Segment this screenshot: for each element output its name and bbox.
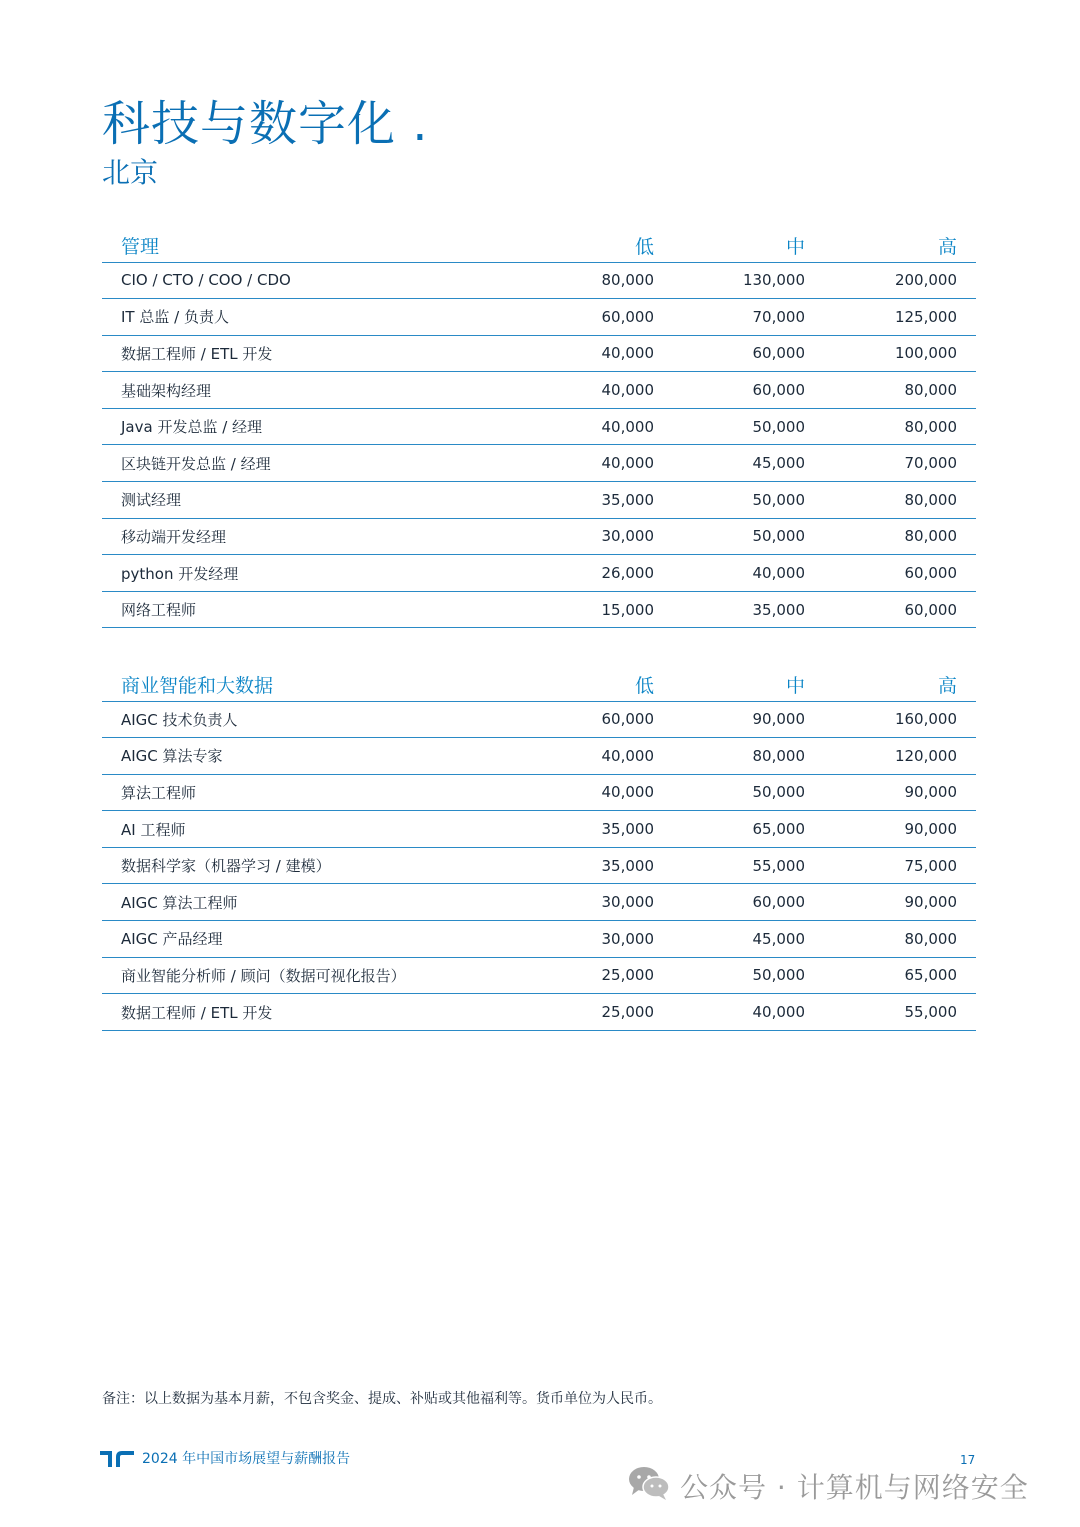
low-cell: 35,000 xyxy=(522,482,673,519)
role-cell: AIGC 产品经理 xyxy=(102,921,522,958)
column-header-high: 高 xyxy=(824,226,976,262)
page-title: 科技与数字化 . xyxy=(102,96,429,152)
role-cell: 移动端开发经理 xyxy=(102,518,522,555)
high-cell: 80,000 xyxy=(824,408,976,445)
role-cell: 数据工程师 / ETL 开发 xyxy=(102,335,522,372)
high-cell: 160,000 xyxy=(824,701,976,738)
low-cell: 30,000 xyxy=(522,921,673,958)
role-cell: python 开发经理 xyxy=(102,555,522,592)
low-cell: 25,000 xyxy=(522,957,673,994)
high-cell: 80,000 xyxy=(824,482,976,519)
mid-cell: 70,000 xyxy=(673,299,824,336)
mid-cell: 80,000 xyxy=(673,738,824,775)
low-cell: 40,000 xyxy=(522,408,673,445)
column-header-mid: 中 xyxy=(673,226,824,262)
table-header-row xyxy=(102,665,976,701)
column-header-high: 高 xyxy=(824,665,976,701)
column-header-low: 低 xyxy=(522,665,673,701)
mid-cell: 90,000 xyxy=(673,701,824,738)
high-cell: 100,000 xyxy=(824,335,976,372)
table-row xyxy=(102,518,976,555)
low-cell: 40,000 xyxy=(522,738,673,775)
high-cell: 90,000 xyxy=(824,774,976,811)
role-cell: CIO / CTO / COO / CDO xyxy=(102,262,522,299)
mid-cell: 50,000 xyxy=(673,774,824,811)
role-cell: AIGC 技术负责人 xyxy=(102,701,522,738)
page-number: 17 xyxy=(960,1453,976,1467)
table-row xyxy=(102,921,976,958)
high-cell: 60,000 xyxy=(824,591,976,628)
table-row xyxy=(102,591,976,628)
table-row xyxy=(102,957,976,994)
high-cell: 75,000 xyxy=(824,847,976,884)
mid-cell: 35,000 xyxy=(673,591,824,628)
high-cell: 70,000 xyxy=(824,445,976,482)
mid-cell: 50,000 xyxy=(673,518,824,555)
table-row xyxy=(102,847,976,884)
role-cell: 区块链开发总监 / 经理 xyxy=(102,445,522,482)
low-cell: 60,000 xyxy=(522,701,673,738)
footnote: 备注：以上数据为基本月薪，不包含奖金、提成、补贴或其他福利等。货币单位为人民币。 xyxy=(102,1391,662,1407)
high-cell: 90,000 xyxy=(824,811,976,848)
salary-table-bi-bigdata xyxy=(102,665,976,1031)
report-logo-icon xyxy=(100,1449,134,1467)
high-cell: 125,000 xyxy=(824,299,976,336)
high-cell: 80,000 xyxy=(824,518,976,555)
high-cell: 55,000 xyxy=(824,994,976,1031)
high-cell: 200,000 xyxy=(824,262,976,299)
table-row xyxy=(102,335,976,372)
low-cell: 40,000 xyxy=(522,445,673,482)
low-cell: 35,000 xyxy=(522,847,673,884)
table-header-row xyxy=(102,226,976,262)
table-row xyxy=(102,701,976,738)
table-row xyxy=(102,372,976,409)
mid-cell: 65,000 xyxy=(673,811,824,848)
high-cell: 120,000 xyxy=(824,738,976,775)
role-cell: AIGC 算法专家 xyxy=(102,738,522,775)
table-row xyxy=(102,445,976,482)
table-row xyxy=(102,811,976,848)
mid-cell: 45,000 xyxy=(673,445,824,482)
low-cell: 40,000 xyxy=(522,774,673,811)
low-cell: 30,000 xyxy=(522,518,673,555)
high-cell: 60,000 xyxy=(824,555,976,592)
low-cell: 80,000 xyxy=(522,262,673,299)
table-row xyxy=(102,482,976,519)
role-cell: AI 工程师 xyxy=(102,811,522,848)
low-cell: 30,000 xyxy=(522,884,673,921)
mid-cell: 50,000 xyxy=(673,482,824,519)
role-cell: 算法工程师 xyxy=(102,774,522,811)
wechat-icon xyxy=(628,1465,670,1501)
role-cell: 测试经理 xyxy=(102,482,522,519)
table-row xyxy=(102,738,976,775)
watermark-text: 公众号 · 计算机与网络安全 xyxy=(680,1471,1029,1504)
section-heading: 商业智能和大数据 xyxy=(102,665,522,701)
mid-cell: 60,000 xyxy=(673,884,824,921)
mid-cell: 40,000 xyxy=(673,994,824,1031)
table-row xyxy=(102,884,976,921)
mid-cell: 55,000 xyxy=(673,847,824,884)
low-cell: 35,000 xyxy=(522,811,673,848)
low-cell: 15,000 xyxy=(522,591,673,628)
low-cell: 40,000 xyxy=(522,372,673,409)
mid-cell: 40,000 xyxy=(673,555,824,592)
mid-cell: 130,000 xyxy=(673,262,824,299)
page-subtitle-city: 北京 xyxy=(102,156,159,189)
low-cell: 60,000 xyxy=(522,299,673,336)
role-cell: 基础架构经理 xyxy=(102,372,522,409)
mid-cell: 50,000 xyxy=(673,408,824,445)
low-cell: 40,000 xyxy=(522,335,673,372)
table-row xyxy=(102,994,976,1031)
mid-cell: 45,000 xyxy=(673,921,824,958)
role-cell: IT 总监 / 负责人 xyxy=(102,299,522,336)
role-cell: 数据工程师 / ETL 开发 xyxy=(102,994,522,1031)
low-cell: 25,000 xyxy=(522,994,673,1031)
salary-table-management xyxy=(102,226,976,628)
high-cell: 90,000 xyxy=(824,884,976,921)
role-cell: 网络工程师 xyxy=(102,591,522,628)
table-row xyxy=(102,555,976,592)
high-cell: 80,000 xyxy=(824,921,976,958)
high-cell: 65,000 xyxy=(824,957,976,994)
role-cell: 数据科学家（机器学习 / 建模） xyxy=(102,847,522,884)
low-cell: 26,000 xyxy=(522,555,673,592)
column-header-low: 低 xyxy=(522,226,673,262)
mid-cell: 50,000 xyxy=(673,957,824,994)
table-row xyxy=(102,774,976,811)
mid-cell: 60,000 xyxy=(673,335,824,372)
section-heading: 管理 xyxy=(102,226,522,262)
table-row xyxy=(102,299,976,336)
table-row xyxy=(102,262,976,299)
role-cell: AIGC 算法工程师 xyxy=(102,884,522,921)
role-cell: 商业智能分析师 / 顾问（数据可视化报告） xyxy=(102,957,522,994)
role-cell: Java 开发总监 / 经理 xyxy=(102,408,522,445)
table-row xyxy=(102,408,976,445)
footer-report-title: 2024 年中国市场展望与薪酬报告 xyxy=(142,1451,351,1467)
high-cell: 80,000 xyxy=(824,372,976,409)
mid-cell: 60,000 xyxy=(673,372,824,409)
column-header-mid: 中 xyxy=(673,665,824,701)
